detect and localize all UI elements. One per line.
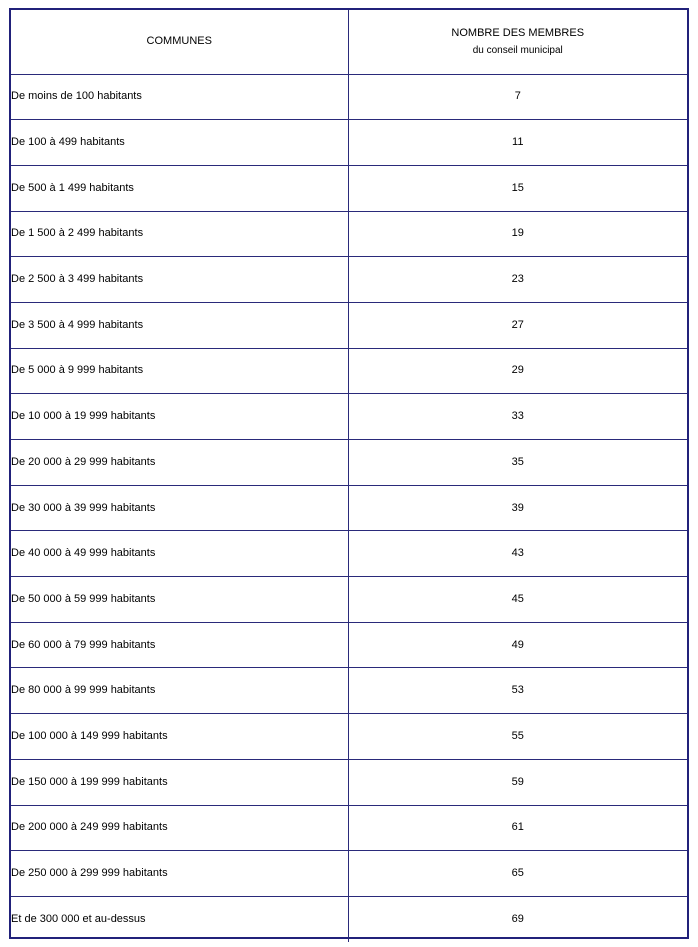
table-row	[11, 896, 687, 942]
membres-cell: 23	[348, 257, 687, 303]
table-row	[11, 622, 687, 668]
commune-cell: De 500 à 1 499 habitants	[11, 165, 348, 211]
membres-cell: 61	[348, 805, 687, 851]
commune-cell: De 10 000 à 19 999 habitants	[11, 394, 348, 440]
header-communes: COMMUNES	[11, 10, 348, 74]
table-row	[11, 668, 687, 714]
table-row	[11, 440, 687, 486]
table-row	[11, 714, 687, 760]
membres-cell: 35	[348, 440, 687, 486]
commune-cell: Et de 300 000 et au-dessus	[11, 896, 348, 942]
table-row	[11, 211, 687, 257]
table-row	[11, 759, 687, 805]
membres-cell: 19	[348, 211, 687, 257]
membres-cell: 55	[348, 714, 687, 760]
table-row	[11, 851, 687, 897]
table-row	[11, 165, 687, 211]
header-membres-title: NOMBRE DES MEMBRES	[451, 26, 585, 39]
table-row	[11, 120, 687, 166]
table-header-row	[11, 10, 687, 74]
membres-cell: 45	[348, 577, 687, 623]
commune-cell: De 2 500 à 3 499 habitants	[11, 257, 348, 303]
membres-cell: 7	[348, 74, 687, 120]
membres-cell: 53	[348, 668, 687, 714]
commune-cell: De 5 000 à 9 999 habitants	[11, 348, 348, 394]
table-body	[11, 74, 687, 942]
table-row	[11, 805, 687, 851]
commune-cell: De 200 000 à 249 999 habitants	[11, 805, 348, 851]
membres-cell: 11	[348, 120, 687, 166]
table-row	[11, 485, 687, 531]
membres-cell: 59	[348, 759, 687, 805]
commune-cell: De 30 000 à 39 999 habitants	[11, 485, 348, 531]
table-row	[11, 394, 687, 440]
table-row	[11, 531, 687, 577]
membres-cell: 15	[348, 165, 687, 211]
membres-cell: 49	[348, 622, 687, 668]
commune-cell: De 100 000 à 149 999 habitants	[11, 714, 348, 760]
membres-cell: 33	[348, 394, 687, 440]
council-members-table	[11, 10, 687, 942]
commune-cell: De 1 500 à 2 499 habitants	[11, 211, 348, 257]
commune-cell: De 60 000 à 79 999 habitants	[11, 622, 348, 668]
commune-cell: De 80 000 à 99 999 habitants	[11, 668, 348, 714]
table-row	[11, 348, 687, 394]
commune-cell: De 40 000 à 49 999 habitants	[11, 531, 348, 577]
table-row	[11, 577, 687, 623]
commune-cell: De 250 000 à 299 999 habitants	[11, 851, 348, 897]
commune-cell: De 20 000 à 29 999 habitants	[11, 440, 348, 486]
table-frame	[9, 8, 689, 939]
membres-cell: 39	[348, 485, 687, 531]
table-row	[11, 302, 687, 348]
commune-cell: De 50 000 à 59 999 habitants	[11, 577, 348, 623]
table-row	[11, 257, 687, 303]
membres-cell: 27	[348, 302, 687, 348]
commune-cell: De moins de 100 habitants	[11, 74, 348, 120]
commune-cell: De 150 000 à 199 999 habitants	[11, 759, 348, 805]
commune-cell: De 3 500 à 4 999 habitants	[11, 302, 348, 348]
membres-cell: 29	[348, 348, 687, 394]
membres-cell: 69	[348, 896, 687, 942]
membres-cell: 65	[348, 851, 687, 897]
commune-cell: De 100 à 499 habitants	[11, 120, 348, 166]
header-membres	[348, 10, 687, 74]
membres-cell: 43	[348, 531, 687, 577]
header-membres-subtitle: du conseil municipal	[472, 44, 563, 56]
table-row	[11, 74, 687, 120]
